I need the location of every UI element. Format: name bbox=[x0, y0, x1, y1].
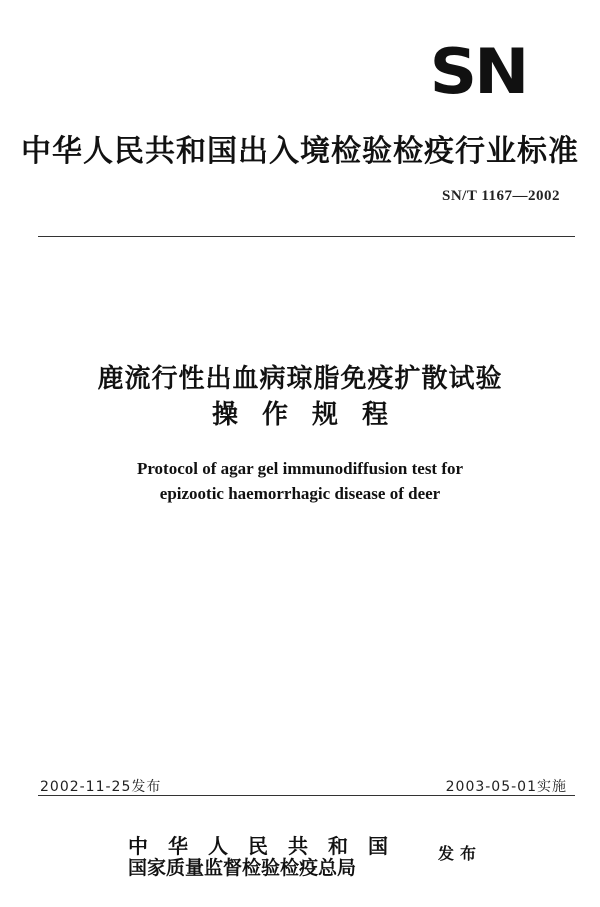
standard-category-title: 中华人民共和国出入境检验检疫行业标准 bbox=[21, 134, 579, 169]
issue-date: 2002-11-25发布 bbox=[40, 779, 162, 795]
sn-logo: SN bbox=[429, 34, 527, 109]
publish-label: 发布 bbox=[438, 844, 483, 863]
english-title-line1: Protocol of agar gel immunodiffusion test for bbox=[136, 459, 464, 478]
issuer-agency: 国家质量监督检验检疫总局 bbox=[128, 857, 357, 879]
implementation-date: 2003-05-01实施 bbox=[445, 779, 567, 795]
english-title-line2: epizootic haemorrhagic disease of deer bbox=[159, 484, 441, 503]
issuer-country: 中华人民共和国 bbox=[128, 834, 408, 858]
english-title bbox=[0, 456, 600, 506]
header-divider bbox=[38, 236, 575, 237]
standard-number: SN/T 1167—2002 bbox=[442, 188, 560, 204]
footer-divider bbox=[38, 795, 575, 796]
chinese-title-line1: 鹿流行性出血病琼脂免疫扩散试验 bbox=[97, 364, 503, 394]
chinese-title-line2: 操作规程 bbox=[211, 400, 412, 430]
